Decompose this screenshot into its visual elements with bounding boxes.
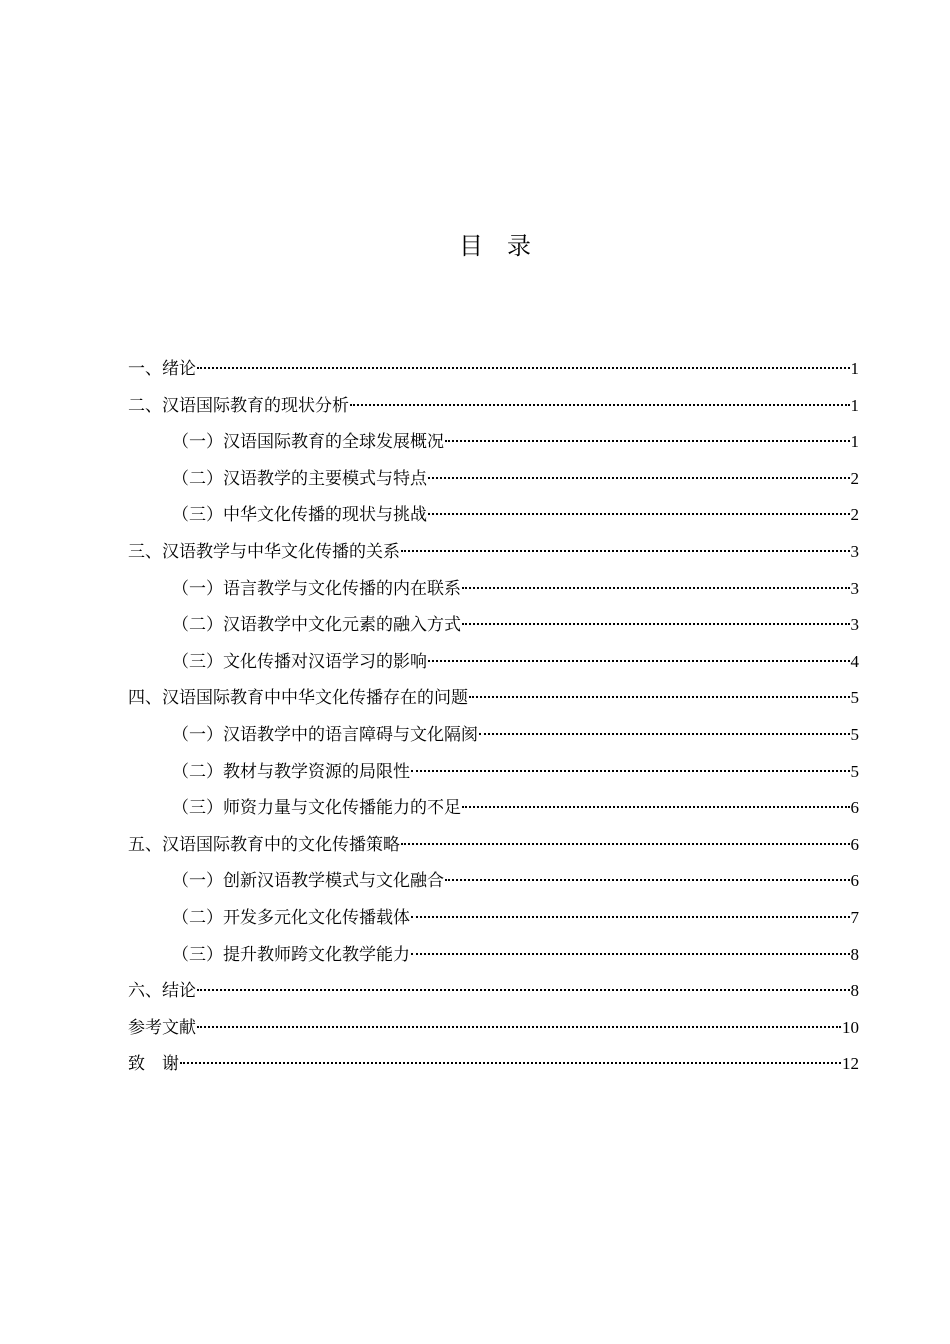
toc-entry[interactable] [128, 680, 859, 717]
dot-leader [469, 696, 850, 698]
toc-subentry[interactable] [128, 461, 859, 498]
toc-subentry[interactable] [128, 497, 859, 534]
toc-entry-page: 3 [850, 615, 859, 635]
toc-entry[interactable] [128, 534, 859, 571]
toc-subentry[interactable] [128, 571, 859, 608]
toc-entry-label: （三）师资力量与文化传播能力的不足 [172, 798, 461, 819]
toc-entry-page: 3 [850, 541, 859, 561]
toc-subentry[interactable] [128, 754, 859, 791]
toc-entry-label: （三）中华文化传播的现状与挑战 [172, 505, 427, 526]
toc-entry-page: 6 [850, 798, 859, 818]
dot-leader [428, 660, 850, 662]
toc-title: 目 录 [459, 232, 531, 260]
toc-entry-page: 7 [850, 907, 859, 927]
toc-entry[interactable] [128, 1010, 859, 1047]
toc-entry-label: （三）文化传播对汉语学习的影响 [172, 651, 427, 672]
toc-entry-label: （二）汉语教学中文化元素的融入方式 [172, 615, 461, 636]
toc-entry-page: 2 [850, 505, 859, 525]
toc-entry-label: （二）开发多元化文化传播载体 [172, 907, 410, 928]
toc-entry-page: 1 [850, 359, 859, 378]
toc-entry-label: （一）汉语国际教育的全球发展概况 [172, 432, 444, 453]
toc-entry-page: 5 [850, 761, 859, 781]
dot-leader [428, 477, 850, 479]
toc-entry-label: 参考文献 [128, 1017, 196, 1038]
toc-entry-page: 5 [850, 724, 859, 744]
toc-entry-page: 10 [842, 1017, 859, 1037]
toc-subentry[interactable] [128, 900, 859, 937]
toc-entry-page: 8 [850, 944, 859, 964]
dot-leader [462, 806, 850, 808]
toc-entry-label: 三、汉语教学与中华文化传播的关系 [128, 541, 400, 562]
toc-entry-label: 二、汉语国际教育的现状分析 [128, 395, 349, 416]
toc-entry-label: 致 谢 [128, 1054, 179, 1075]
dot-leader [445, 879, 850, 881]
dot-leader [401, 843, 850, 845]
dot-leader [462, 623, 850, 625]
toc-entry-page: 3 [850, 578, 859, 598]
toc-subentry[interactable] [128, 863, 859, 900]
dot-leader [445, 440, 850, 442]
dot-leader [479, 733, 850, 735]
toc-entry-page: 6 [850, 871, 859, 891]
toc-entry-label: （二）教材与教学资源的局限性 [172, 761, 410, 782]
toc-entry-page: 2 [850, 468, 859, 488]
toc-entry-page: 1 [850, 395, 859, 415]
toc-entry-page: 4 [850, 651, 859, 671]
toc-entry-page: 5 [850, 688, 859, 708]
dot-leader [401, 550, 850, 552]
toc-entry-label: （一）创新汉语教学模式与文化融合 [172, 871, 444, 892]
toc-entry-label: （一）汉语教学中的语言障碍与文化隔阂 [172, 724, 478, 745]
dot-leader [180, 1062, 841, 1064]
toc-subentry[interactable] [128, 607, 859, 644]
toc-entry-label: 一、绪论 [128, 359, 196, 379]
toc-subentry[interactable] [128, 424, 859, 461]
toc-entry-label: 六、结论 [128, 981, 196, 1002]
toc-entry[interactable] [128, 351, 859, 388]
toc-subentry[interactable] [128, 937, 859, 974]
toc-subentry[interactable] [128, 644, 859, 681]
toc-entry[interactable] [128, 973, 859, 1010]
toc-entry[interactable] [128, 1046, 859, 1083]
dot-leader [411, 953, 850, 955]
dot-leader [428, 513, 850, 515]
toc-entry-page: 8 [850, 981, 859, 1001]
dot-leader [350, 404, 850, 406]
dot-leader [462, 587, 850, 589]
toc-entry-label: （三）提升教师跨文化教学能力 [172, 944, 410, 965]
dot-leader [411, 770, 850, 772]
toc-entry-label: 五、汉语国际教育中的文化传播策略 [128, 834, 400, 855]
dot-leader [197, 367, 850, 369]
toc-entry[interactable] [128, 388, 859, 425]
toc-entry-label: 四、汉语国际教育中中华文化传播存在的问题 [128, 688, 468, 709]
dot-leader [197, 1026, 841, 1028]
toc-entry-page: 12 [842, 1054, 859, 1074]
toc-entry-page: 1 [850, 432, 859, 452]
toc-entry-label: （二）汉语教学的主要模式与特点 [172, 468, 427, 489]
dot-leader [411, 916, 850, 918]
toc-subentry[interactable] [128, 790, 859, 827]
toc-entry-label: （一）语言教学与文化传播的内在联系 [172, 578, 461, 599]
dot-leader [197, 989, 850, 991]
toc-subentry[interactable] [128, 717, 859, 754]
toc-entry-page: 6 [850, 834, 859, 854]
table-of-contents [128, 351, 859, 1083]
toc-entry[interactable] [128, 827, 859, 864]
